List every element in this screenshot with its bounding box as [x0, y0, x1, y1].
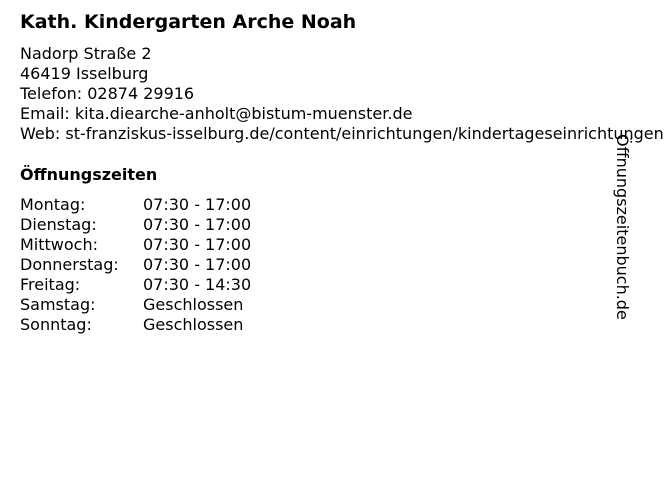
time-value: Geschlossen	[143, 315, 244, 334]
time-value: 07:30 - 17:00	[143, 235, 252, 254]
hours-row-thursday	[20, 255, 251, 275]
email: Email: kita.diearche-anholt@bistum-muenster.de	[20, 104, 413, 123]
hours-row-wednesday	[20, 235, 251, 255]
hours-row-sunday	[20, 315, 251, 335]
site-brand-text: Öffnungszeitenbuch.de	[613, 134, 632, 320]
time-value: 07:30 - 17:00	[143, 255, 252, 274]
day-label: Freitag:	[20, 275, 81, 294]
time-value: 07:30 - 17:00	[143, 215, 252, 234]
opening-hours-table	[20, 195, 251, 335]
day-label: Dienstag:	[20, 215, 97, 234]
time-value: Geschlossen	[143, 295, 244, 314]
hours-row-saturday	[20, 295, 251, 315]
day-label: Mittwoch:	[20, 235, 98, 254]
day-label: Sonntag:	[20, 315, 92, 334]
site-brand-vertical	[612, 134, 634, 364]
day-label: Samstag:	[20, 295, 96, 314]
website: Web: st-franziskus-isselburg.de/content/einrichtungen/kindertageseinrichtungen	[20, 124, 664, 143]
hours-row-tuesday	[20, 215, 251, 235]
day-label: Donnerstag:	[20, 255, 119, 274]
time-value: 07:30 - 14:30	[143, 275, 252, 294]
street-address: Nadorp Straße 2	[20, 44, 152, 63]
time-value: 07:30 - 17:00	[143, 195, 252, 214]
opening-hours-heading: Öffnungszeiten	[20, 165, 158, 184]
hours-row-friday	[20, 275, 251, 295]
phone: Telefon: 02874 29916	[20, 84, 195, 103]
business-name: Kath. Kindergarten Arche Noah	[20, 11, 357, 33]
hours-row-monday	[20, 195, 251, 215]
day-label: Montag:	[20, 195, 86, 214]
city: 46419 Isselburg	[20, 64, 149, 83]
address-block	[20, 44, 664, 144]
